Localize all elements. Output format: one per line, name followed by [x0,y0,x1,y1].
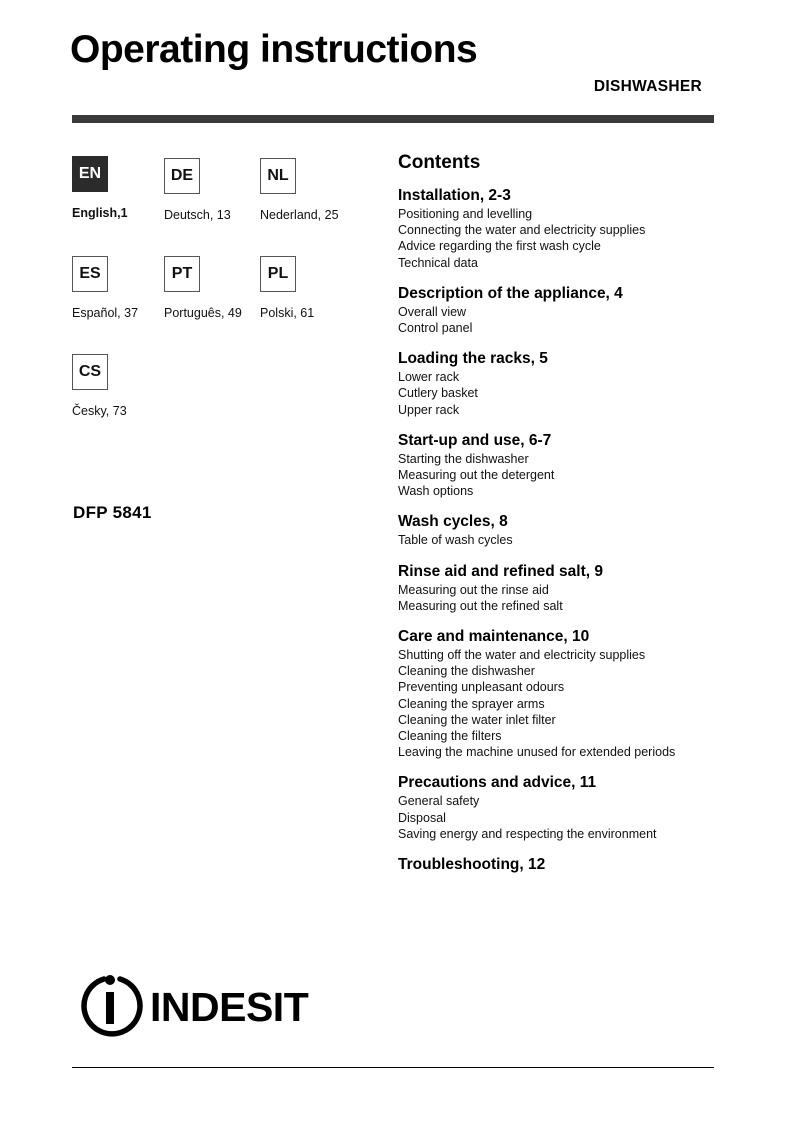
language-code-box: NL [260,158,296,194]
contents-item[interactable]: Measuring out the detergent [398,468,555,483]
contents-item[interactable]: Lower rack [398,370,460,385]
contents-section [398,562,728,614]
contents-item[interactable]: Starting the dishwasher [398,451,529,466]
contents-item[interactable]: Positioning and levelling [398,207,533,221]
language-label: Nederland, 25 [260,208,339,222]
language-item-en[interactable] [72,156,164,232]
contents-item[interactable]: General safety [398,794,480,809]
contents-item[interactable]: Saving energy and respecting the environment [398,826,657,841]
language-index [72,156,372,428]
contents-item[interactable]: Advice regarding the first wash cycle [398,239,601,254]
language-code-box: PT [164,256,200,292]
section-heading[interactable]: Start-up and use, 6-7 [398,431,552,449]
language-item-de[interactable] [164,156,260,232]
contents-item[interactable]: Technical data [398,255,478,270]
contents-item[interactable]: Cleaning the sprayer arms [398,696,545,711]
contents-item[interactable]: Cleaning the dishwasher [398,664,535,679]
language-label: Deutsch, 13 [164,208,231,222]
contents-item[interactable]: Overall view [398,304,467,319]
section-heading[interactable]: Troubleshooting, 12 [398,856,546,874]
contents-item[interactable]: Cleaning the filters [398,729,502,744]
language-item-pt[interactable] [164,254,260,330]
page-title: Operating instructions [70,28,478,71]
contents-section [398,186,728,271]
contents-item[interactable]: Cutlery basket [398,386,478,401]
contents-section [398,512,728,548]
section-heading[interactable]: Care and maintenance, 10 [398,628,590,646]
model-number: DFP 5841 [73,503,152,522]
language-label: Česky, 73 [72,404,127,418]
contents-section [398,773,728,842]
brand-name: INDESIT [150,984,309,1030]
contents-item[interactable]: Wash options [398,484,474,499]
section-heading[interactable]: Description of the appliance, 4 [398,284,623,302]
language-label: Português, 49 [164,306,242,320]
contents-section [398,349,728,418]
language-code-box: EN [72,156,108,192]
language-code-box: DE [164,158,200,194]
language-item-pl[interactable] [260,254,370,330]
indesit-logo-icon [78,970,318,1038]
section-heading[interactable]: Loading the racks, 5 [398,350,548,368]
contents-item[interactable]: Table of wash cycles [398,533,513,548]
language-code-box: CS [72,354,108,390]
section-heading[interactable]: Wash cycles, 8 [398,513,508,531]
contents-item[interactable]: Leaving the machine unused for extended periods [398,745,676,760]
language-label: English,1 [72,206,128,220]
language-label: Español, 37 [72,306,139,320]
contents-item[interactable]: Disposal [398,810,446,825]
contents-item[interactable]: Connecting the water and electricity supplies [398,223,646,238]
contents-item[interactable]: Measuring out the rinse aid [398,582,549,597]
language-code-box: ES [72,256,108,292]
language-item-nl[interactable] [260,156,370,232]
contents-section [398,855,728,874]
contents-item[interactable]: Shutting off the water and electricity supplies [398,648,646,663]
contents-section [398,431,728,500]
footer-rule [72,1067,714,1068]
contents-item[interactable]: Upper rack [398,402,460,417]
language-label: Polski, 61 [260,306,315,320]
contents-item[interactable]: Preventing unpleasant odours [398,680,565,695]
contents-section [398,627,728,760]
contents-item[interactable]: Cleaning the water inlet filter [398,712,556,727]
contents-panel [398,152,728,887]
section-heading[interactable]: Precautions and advice, 11 [398,774,597,792]
contents-section [398,284,728,336]
section-heading[interactable]: Rinse aid and refined salt, 9 [398,562,604,580]
contents-item[interactable]: Control panel [398,321,473,336]
language-item-es[interactable] [72,254,164,330]
section-heading[interactable]: Installation, 2-3 [398,187,511,204]
product-type: DISHWASHER [593,78,702,95]
language-code-box: PL [260,256,296,292]
contents-sections [398,186,728,874]
header-rule [72,115,714,123]
language-item-cs[interactable] [72,352,164,428]
contents-heading: Contents [398,152,481,173]
contents-item[interactable]: Measuring out the refined salt [398,598,563,613]
